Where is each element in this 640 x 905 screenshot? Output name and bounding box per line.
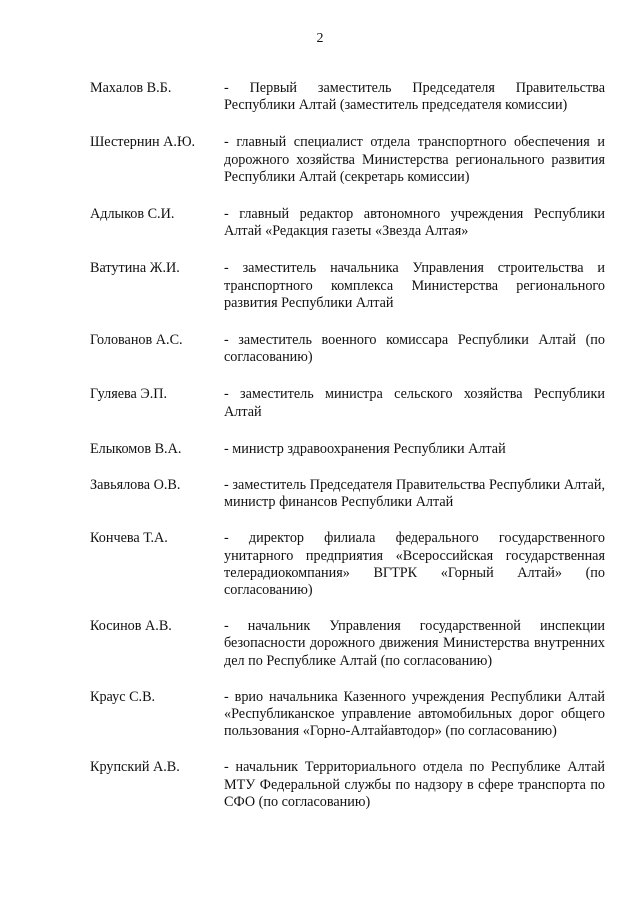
page-number: 2: [316, 31, 324, 46]
member-role: - заместитель Председателя Правительства Республики Алтай, министр финансов Республики Алтай: [224, 477, 605, 511]
member-row: [90, 134, 605, 186]
member-row: [90, 759, 605, 811]
member-role: - Первый заместитель Председателя Правительства Республики Алтай (заместитель председателя комиссии): [224, 80, 605, 114]
member-name: Гуляева Э.П.: [90, 386, 168, 403]
member-row: [90, 689, 605, 741]
member-role: - заместитель министра сельского хозяйства Республики Алтай: [224, 386, 605, 420]
member-row: [90, 477, 605, 511]
member-role: - директор филиала федерального государственного унитарного предприятия «Всероссийская государственная телерадиокомпания» ВГТРК «Горный Алтай» (по согласованию): [224, 530, 605, 599]
member-row: [90, 618, 605, 670]
member-name: Завьялова О.В.: [90, 477, 181, 494]
member-row: [90, 530, 605, 599]
member-row: [90, 260, 605, 312]
member-row: [90, 80, 605, 114]
member-name: Адлыков С.И.: [90, 206, 175, 223]
member-row: [90, 386, 605, 420]
member-role: - заместитель начальника Управления строительства и транспортного комплекса Министерства регионального развития Республики Алтай: [224, 260, 605, 311]
member-name: Шестернин А.Ю.: [90, 134, 196, 151]
member-role: - начальник Управления государственной инспекции безопасности дорожного движения Министерства внутренних дел по Республике Алтай (по согласованию): [224, 618, 605, 669]
member-name: Голованов А.С.: [90, 332, 183, 349]
member-name: Махалов В.Б.: [90, 80, 172, 96]
member-role: - главный специалист отдела транспортного обеспечения и дорожного хозяйства Министерства регионального развития Республики Алтай (секретарь комиссии): [224, 134, 605, 185]
member-row: [90, 441, 605, 458]
member-role: - начальник Территориального отдела по Республике Алтай МТУ Федеральной службы по надзору в сфере транспорта по СФО (по согласованию): [224, 759, 605, 810]
member-name: Кончева Т.А.: [90, 530, 168, 547]
member-role: - главный редактор автономного учреждения Республики Алтай «Редакция газеты «Звезда Алтая»: [224, 206, 605, 240]
member-name: Косинов А.В.: [90, 618, 172, 635]
member-role: - врио начальника Казенного учреждения Республики Алтай «Республиканское управление автомобильных дорог общего пользования «Горно-Алтайавтодор» (по согласованию): [224, 688, 605, 740]
member-name: Крупский А.В.: [90, 759, 180, 776]
member-name: Краус С.В.: [90, 688, 156, 705]
member-name: Елыкомов В.А.: [90, 440, 182, 457]
member-name: Ватутина Ж.И.: [90, 260, 180, 277]
member-role: - заместитель военного комиссара Республики Алтай (по согласованию): [224, 332, 605, 366]
member-row: [90, 332, 605, 366]
commission-members-list: [90, 80, 605, 811]
member-role: - министр здравоохранения Республики Алтай: [224, 440, 506, 457]
member-row: [90, 206, 605, 240]
